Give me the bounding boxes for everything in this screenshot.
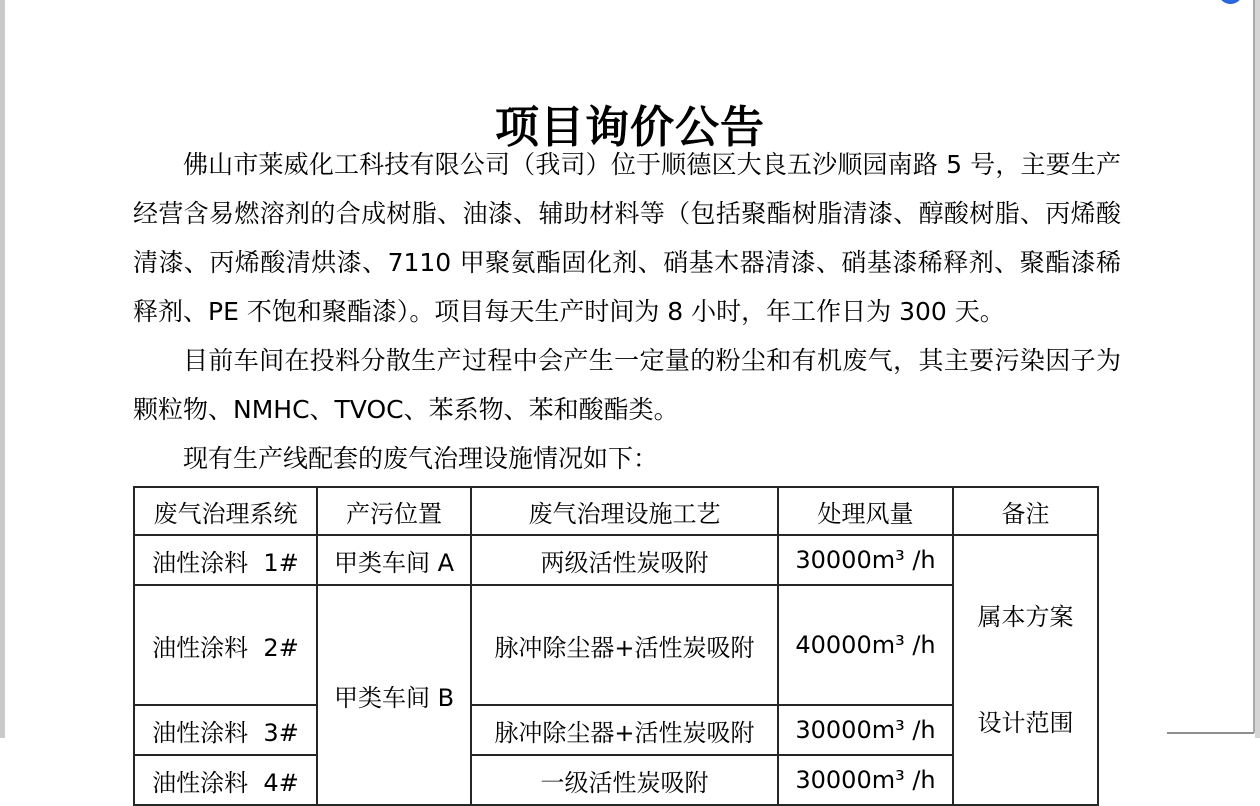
paragraph-pollutants: 目前车间在投料分散生产过程中会产生一定量的粉尘和有机废气，其主要污染因子为颗粒物、NMHC、TVOC、苯系物、苯和酸酯类。 [133,346,1121,424]
cell-system: 油性涂料 2# [134,585,317,705]
table-header-row [134,487,1098,535]
col-header-process: 废气治理设施工艺 [471,487,778,535]
cell-system: 油性涂料 3# [134,705,317,755]
cell-process: 脉冲除尘器+活性炭吸附 [471,585,778,705]
paragraph-table-lead-in: 现有生产线配套的废气治理设施情况如下： [183,444,659,473]
cell-location-merged: 甲类车间 B [317,585,471,805]
cell-process: 脉冲除尘器+活性炭吸附 [471,705,778,755]
col-header-system: 废气治理系统 [134,487,317,535]
waste-gas-treatment-table [133,486,1099,806]
remark-line-1: 属本方案 [977,603,1074,631]
col-header-airflow: 处理风量 [778,487,953,535]
cell-process: 两级活性炭吸附 [471,535,778,585]
paragraph-company-intro: 佛山市莱威化工科技有限公司（我司）位于顺德区大良五沙顺园南路 5 号，主要生产经营含易燃溶剂的合成树脂、油漆、辅助材料等（包括聚酯树脂清漆、醇酸树脂、丙烯酸清漆、丙烯酸清烘漆、7110 甲聚氨酯固化剂、硝基木器清漆、硝基漆稀释剂、聚酯漆稀释剂、PE 不饱和聚酯漆）。项目每天生产时间为 8 小时，年工作日为 300 天。 [133,150,1121,326]
cell-location: 甲类车间 A [317,535,471,585]
cell-system: 油性涂料 4# [134,755,317,805]
cell-airflow: 40000m³ /h [778,585,953,705]
cell-airflow: 30000m³ /h [778,705,953,755]
col-header-remark: 备注 [953,487,1098,535]
cell-remark-merged [953,535,1098,805]
cell-airflow: 30000m³ /h [778,755,953,805]
col-header-location: 产污位置 [317,487,471,535]
remark-line-2: 设计范围 [977,709,1074,737]
page-bottom-border [1167,732,1254,734]
floating-action-button[interactable] [1218,0,1243,4]
cell-process: 一级活性炭吸附 [471,755,778,805]
cell-system: 油性涂料 1# [134,535,317,585]
cell-airflow: 30000m³ /h [778,535,953,585]
table-row [134,535,1098,585]
document-title: 项目询价公告 [495,102,765,154]
